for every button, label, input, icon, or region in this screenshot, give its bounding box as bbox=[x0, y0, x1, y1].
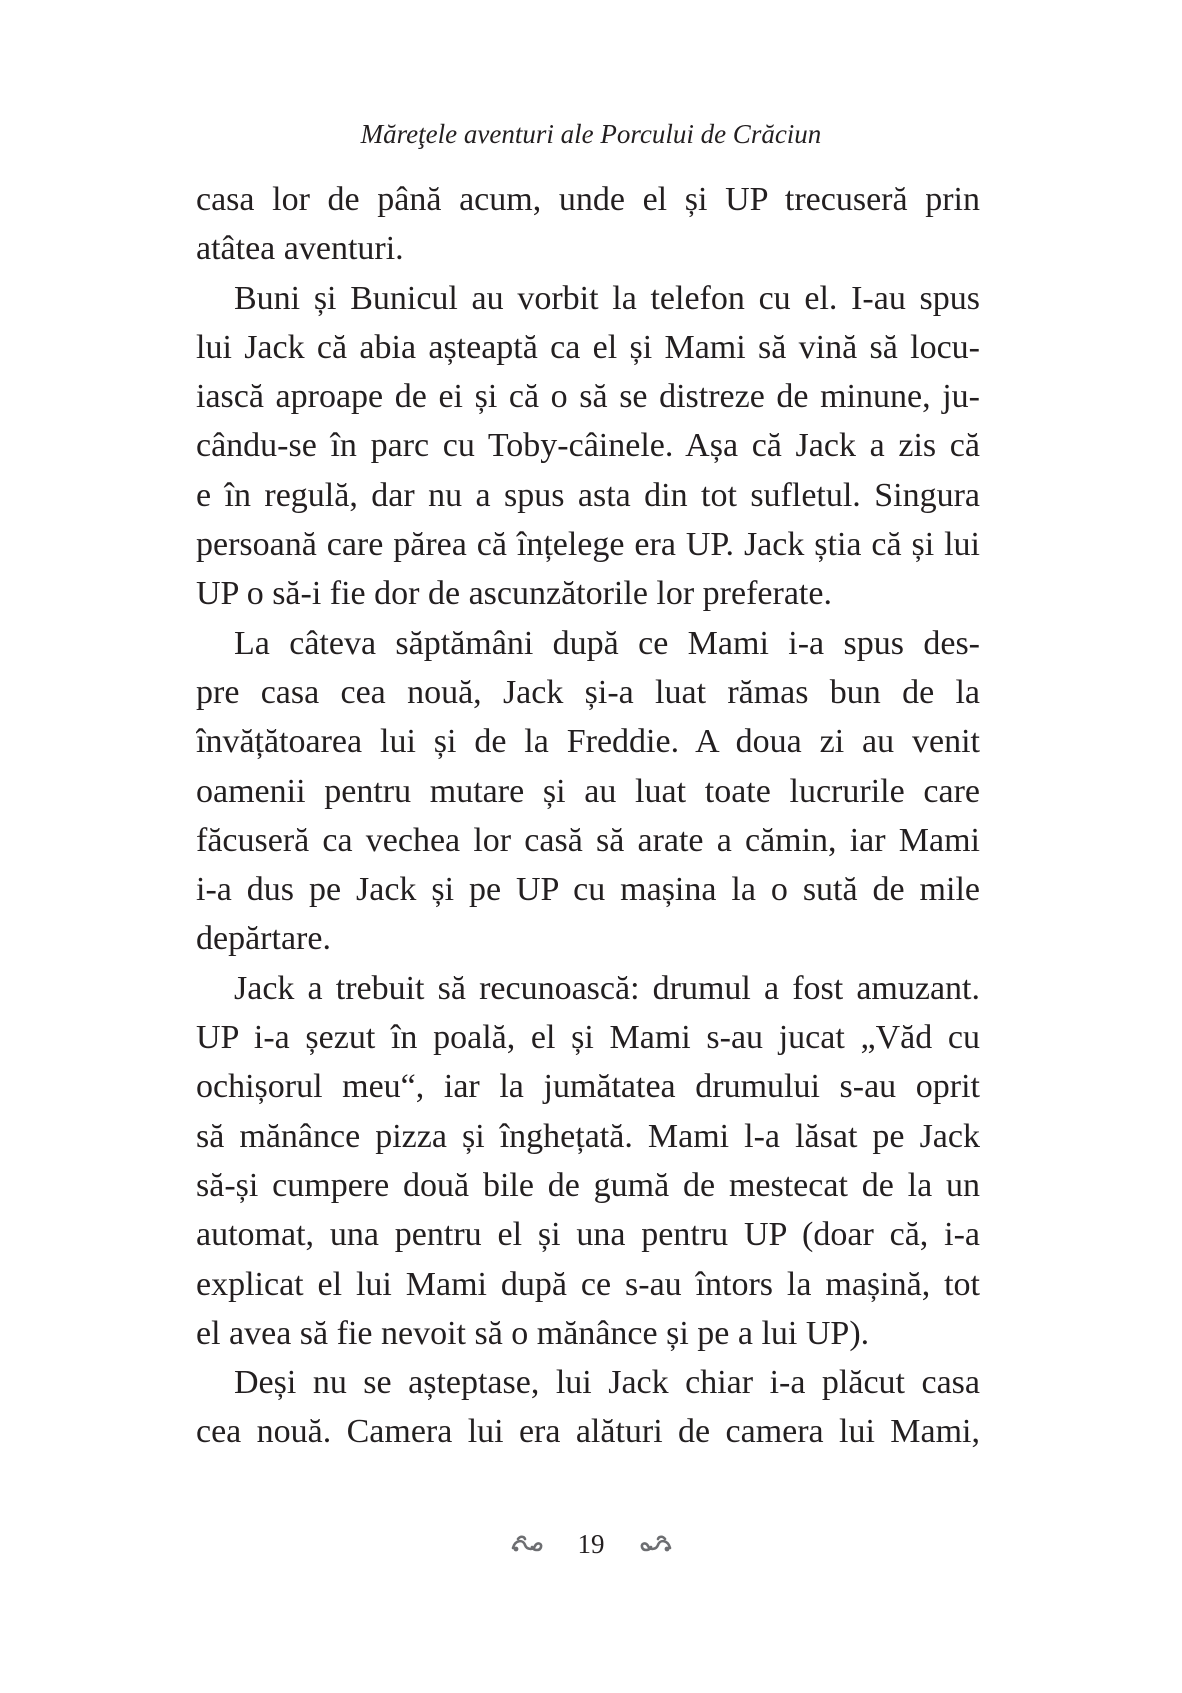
text-line: explicat el lui Mami după ce s-au întors la mașină, tot bbox=[196, 1265, 980, 1303]
text-line: pre casa cea nouă, Jack și-a luat rămas bun de la bbox=[196, 673, 980, 711]
text-line: cându-se în parc cu Toby-câinele. Așa că Jack a zis că bbox=[196, 427, 980, 465]
text-line: automat, una pentru el și una pentru UP (doar că, i-a bbox=[196, 1216, 980, 1254]
text-line: lui Jack că abia așteaptă ca el și Mami să vină să locu- bbox=[196, 328, 980, 366]
body-text bbox=[196, 175, 980, 1457]
text-line: el avea să fie nevoit să o mănânce și pe a lui UP). bbox=[196, 1314, 870, 1352]
text-line: iască aproape de ei și că o să se distreze de minune, ju- bbox=[196, 378, 980, 416]
text-line: i-a dus pe Jack și pe UP cu mașina la o sută de mile bbox=[196, 871, 980, 909]
text-line: La câteva săptămâni după ce Mami i-a spus des- bbox=[234, 624, 980, 662]
fleuron-right-icon bbox=[639, 1534, 673, 1554]
text-line: depărtare. bbox=[196, 920, 331, 958]
text-line: Jack a trebuit să recunoască: drumul a fost amuzant. bbox=[234, 969, 980, 1007]
text-line: făcuseră ca vechea lor casă să arate a cămin, iar Mami bbox=[196, 821, 980, 859]
text-line: atâtea aventuri. bbox=[196, 230, 404, 268]
text-line: UP o să-i fie dor de ascunzătorile lor preferate. bbox=[196, 575, 832, 613]
running-header bbox=[0, 118, 1182, 150]
fleuron-left-icon bbox=[510, 1534, 544, 1554]
page-footer bbox=[0, 1528, 1182, 1560]
text-line: să mănânce pizza și înghețată. Mami l-a lăsat pe Jack bbox=[196, 1117, 980, 1155]
text-line: casa lor de până acum, unde el și UP trecuseră prin bbox=[196, 181, 980, 218]
page-number: 19 bbox=[577, 1529, 605, 1559]
text-line: Deși nu se așteptase, lui Jack chiar i-a plăcut casa bbox=[234, 1364, 980, 1402]
text-line: oamenii pentru mutare și au luat toate lucrurile care bbox=[196, 772, 980, 810]
text-line: UP i-a șezut în poală, el și Mami s-au jucat „Văd cu bbox=[196, 1019, 980, 1057]
text-line: să-și cumpere două bile de gumă de mestecat de la un bbox=[196, 1166, 980, 1204]
text-line: e în regulă, dar nu a spus asta din tot sufletul. Singura bbox=[196, 476, 980, 514]
text-line: Buni și Bunicul au vorbit la telefon cu el. I-au spus bbox=[234, 279, 980, 317]
text-line: cea nouă. Camera lui era alături de camera lui Mami, bbox=[196, 1413, 980, 1451]
text-line: ochișorul meu“, iar la jumătatea drumului s-au oprit bbox=[196, 1068, 980, 1106]
text-line: învățătoarea lui și de la Freddie. A doua zi au venit bbox=[196, 723, 980, 761]
book-title: Măreţele aventuri ale Porcului de Crăciun bbox=[360, 119, 822, 149]
text-line: persoană care părea că înțelege era UP. Jack știa că și lui bbox=[196, 526, 980, 564]
